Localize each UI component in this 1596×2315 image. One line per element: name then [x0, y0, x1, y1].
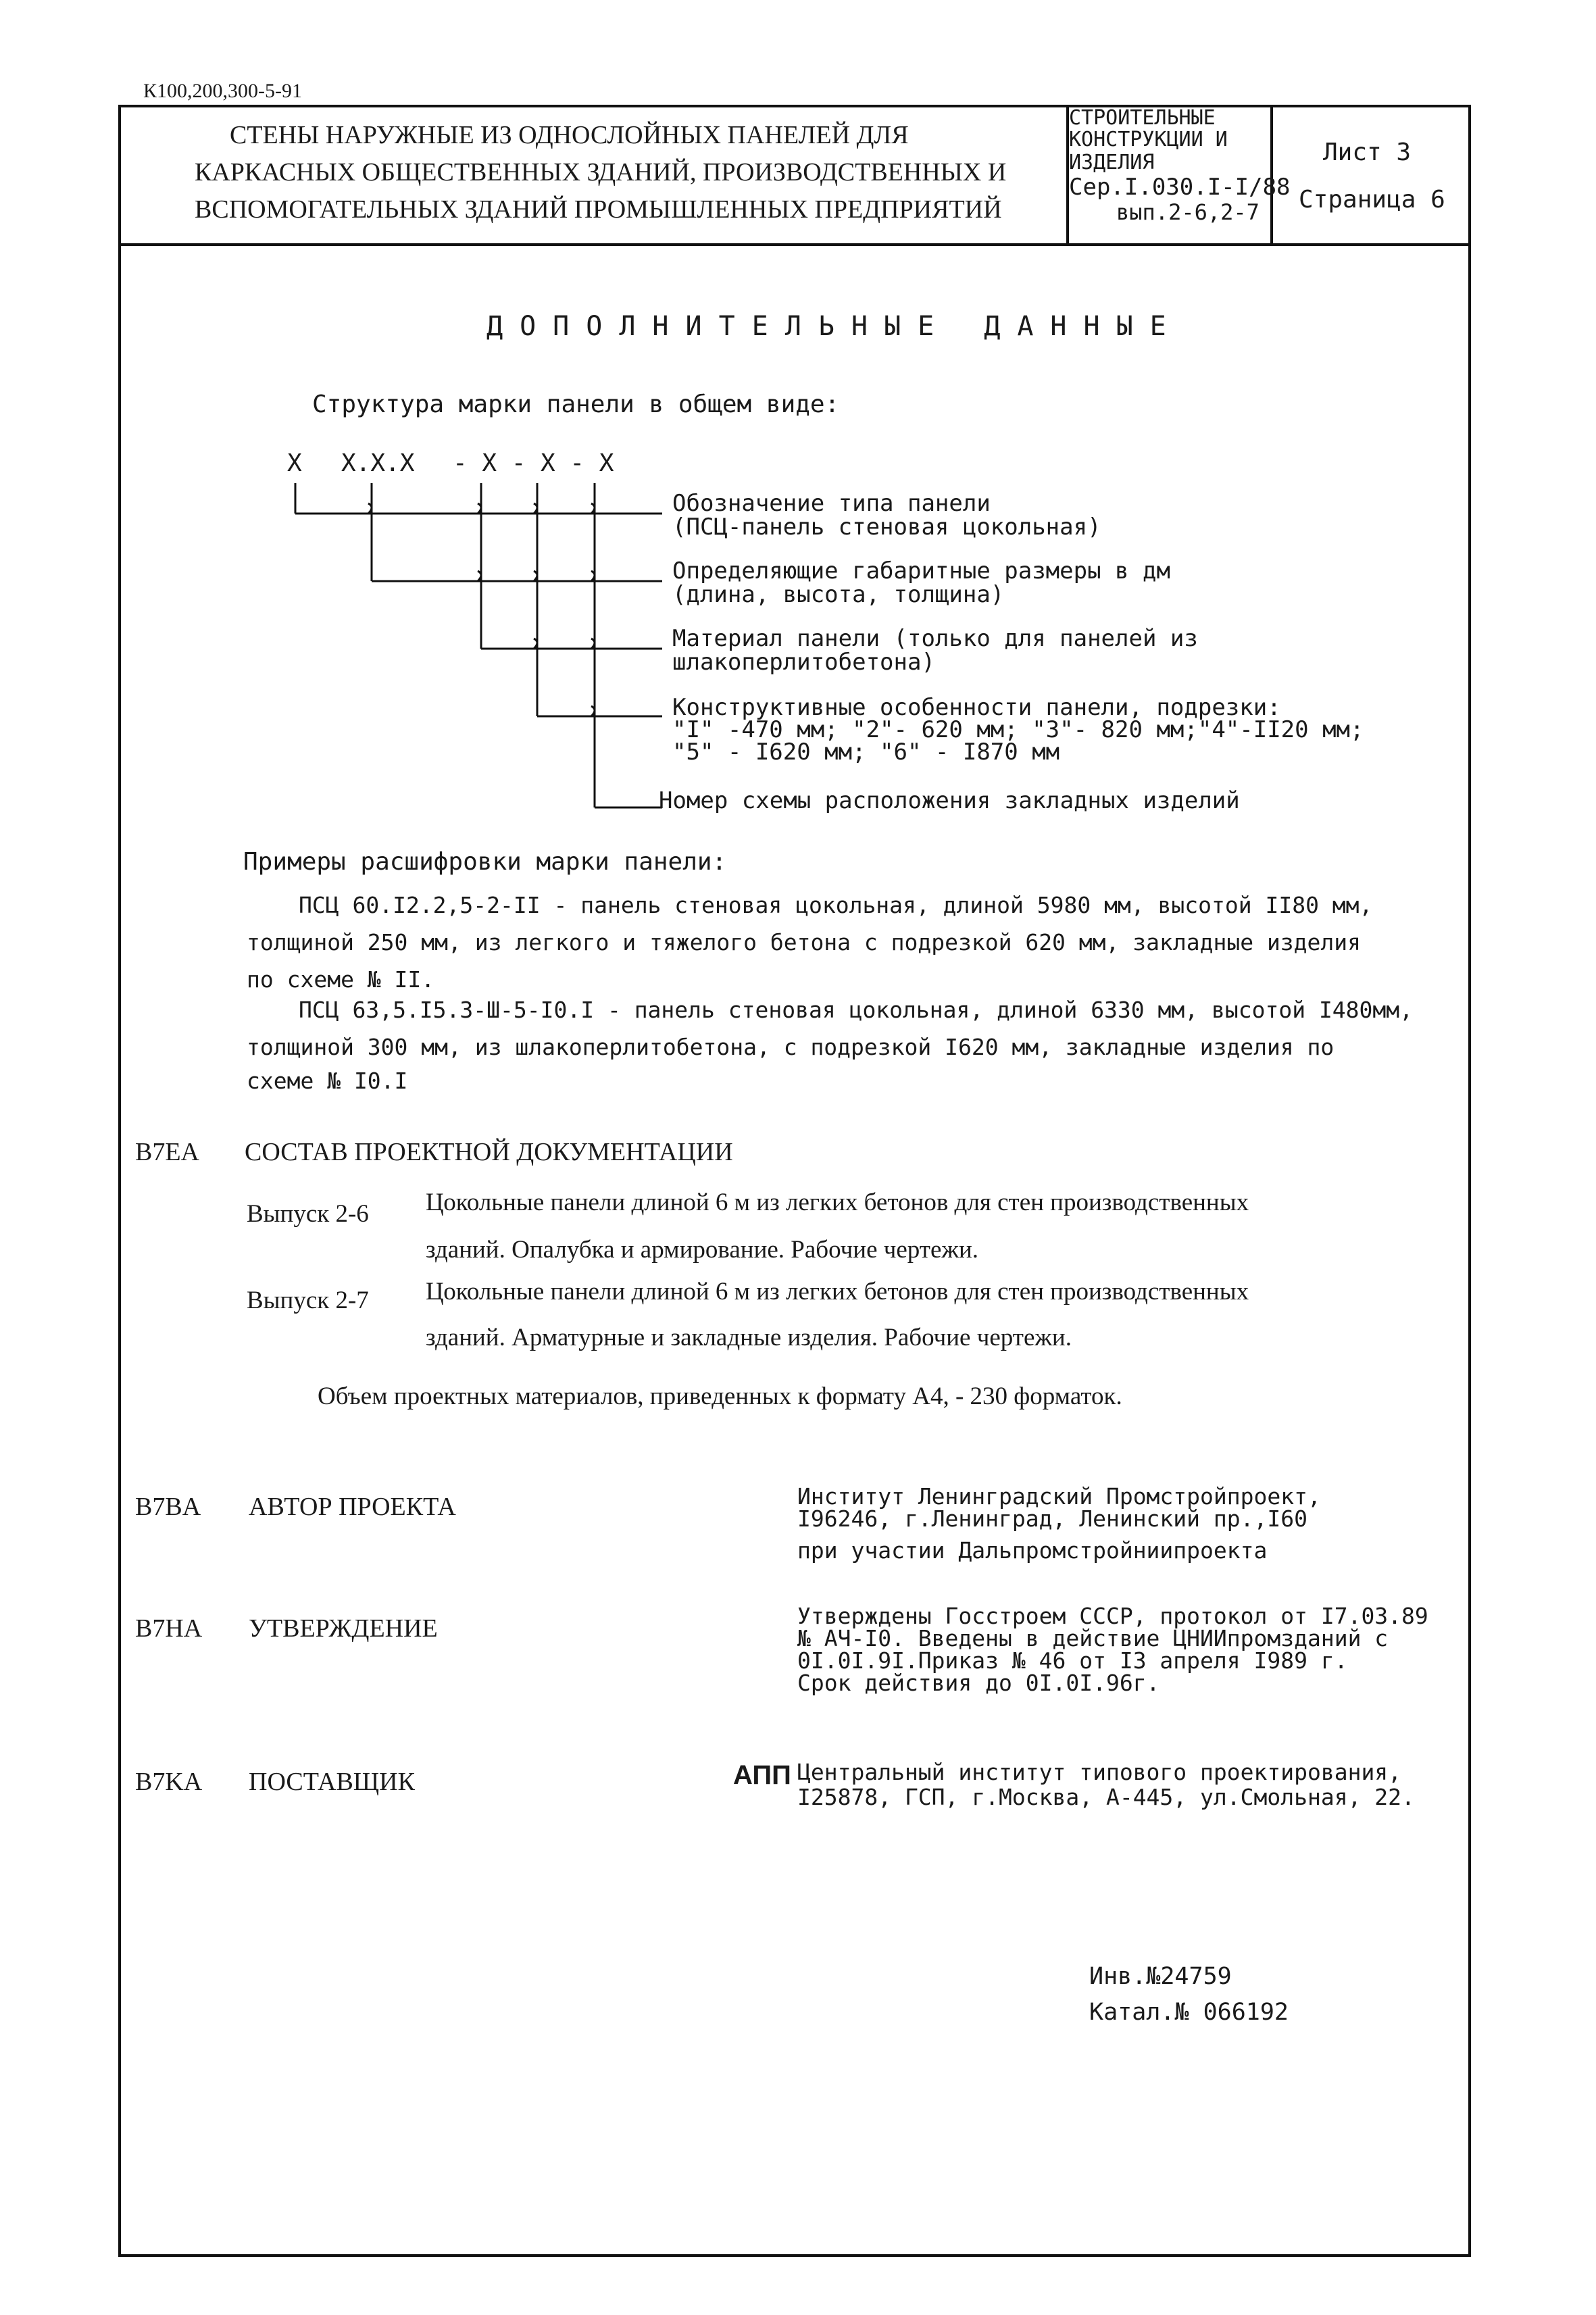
structure-item-line: Определяющие габаритные размеры в дм: [672, 557, 1170, 584]
composition-title: СОСТАВ ПРОЕКТНОЙ ДОКУМЕНТАЦИИ: [245, 1138, 733, 1166]
page-number: Страница 6: [1299, 186, 1445, 214]
pattern-part: X.X.X: [341, 449, 415, 477]
approval-code: B7HA: [135, 1614, 203, 1643]
author-line: I96246, г.Ленинград, Ленинский пр.,I60: [797, 1505, 1307, 1532]
issue-label: Выпуск 2-6: [247, 1200, 369, 1228]
structure-item-line: "5" - I620 мм; "6" - I870 мм: [672, 739, 1060, 766]
catalog-number: Катал.№ 066192: [1089, 1999, 1289, 2026]
example-line: ПСЦ 63,5.I5.3-Ш-5-I0.I - панель стеновая цокольная, длиной 6330 мм, высотой I480мм,: [299, 997, 1414, 1023]
pattern-part: X: [287, 449, 302, 477]
header-title-line: СТЕНЫ НАРУЖНЫЕ ИЗ ОДНОСЛОЙНЫХ ПАНЕЛЕЙ ДЛЯ: [230, 121, 909, 149]
author-line: при участии Дальпромстройниипроекта: [797, 1537, 1268, 1564]
approval-line: Срок действия до 0I.0I.96г.: [797, 1670, 1160, 1696]
structure-item-line: Обозначение типа панели: [672, 490, 991, 517]
sheet-number: Лист 3: [1323, 139, 1412, 166]
header-title-line: ВСПОМОГАТЕЛЬНЫХ ЗДАНИЙ ПРОМЫШЛЕННЫХ ПРЕДПРИЯТИЙ: [195, 195, 1002, 224]
author-code: B7BA: [135, 1493, 201, 1521]
example-line: толщиной 250 мм, из легкого и тяжелого бетона с подрезкой 620 мм, закладные изделия: [247, 929, 1362, 955]
series-line: вып.2-6,2-7: [1116, 199, 1260, 225]
supplier-line: Центральный институт типового проектирования,: [797, 1759, 1402, 1785]
composition-code: B7EA: [135, 1138, 199, 1166]
example-line: ПСЦ 60.I2.2,5-2-II - панель стеновая цокольная, длиной 5980 мм, высотой II80 мм,: [299, 892, 1373, 918]
structure-item-line: Конструктивные особенности панели, подрезки:: [672, 694, 1281, 721]
supplier-line: I25878, ГСП, г.Москва, А-445, ул.Смольная, 22.: [797, 1784, 1415, 1810]
issue-line: Цокольные панели длиной 6 м из легких бетонов для стен производственных: [426, 1278, 1249, 1305]
document-code: К100,200,300-5-91: [143, 80, 302, 102]
issue-line: зданий. Опалубка и армирование. Рабочие чертежи.: [426, 1236, 979, 1264]
issue-line: зданий. Арматурные и закладные изделия. Рабочие чертежи.: [426, 1324, 1072, 1351]
structure-item-line: Номер схемы расположения закладных изделий: [659, 787, 1240, 814]
structure-intro: Структура марки панели в общем виде:: [312, 391, 840, 418]
author-line: Институт Ленинградский Промстройпроект,: [797, 1483, 1321, 1510]
structure-item-line: шлакоперлитобетона): [672, 649, 935, 676]
supplier-mark: АПП: [733, 1760, 791, 1790]
section-title: ДОПОЛНИТЕЛЬНЫЕ ДАННЫЕ: [487, 311, 1183, 342]
example-line: толщиной 300 мм, из шлакоперлитобетона, с подрезкой I620 мм, закладные изделия по: [247, 1034, 1335, 1060]
structure-item-line: (ПСЦ-панель стеновая цокольная): [672, 514, 1101, 541]
author-title: АВТОР ПРОЕКТА: [249, 1493, 456, 1521]
structure-item-line: Материал панели (только для панелей из: [672, 625, 1198, 652]
series-line: КОНСТРУКЦИИ И: [1069, 128, 1228, 151]
issue-line: Цокольные панели длиной 6 м из легких бетонов для стен производственных: [426, 1189, 1249, 1216]
series-line: ИЗДЕЛИЯ: [1069, 151, 1155, 174]
inventory-number: Инв.№24759: [1089, 1963, 1232, 1990]
series-line: Сер.I.030.I-I/88: [1069, 174, 1291, 201]
approval-line: Утверждены Госстроем СССР, протокол от I7.03.89: [797, 1603, 1428, 1629]
approval-line: 0I.0I.9I.Приказ № 46 от I3 апреля I989 г.: [797, 1647, 1348, 1674]
pattern-part: - X - X - X: [453, 449, 614, 477]
supplier-code: B7KA: [135, 1768, 203, 1796]
series-line: СТРОИТЕЛЬНЫЕ: [1069, 106, 1216, 130]
volume-note: Объем проектных материалов, приведенных к формату А4, - 230 форматок.: [318, 1383, 1122, 1410]
issue-label: Выпуск 2-7: [247, 1287, 369, 1314]
header-title-line: КАРКАСНЫХ ОБЩЕСТВЕННЫХ ЗДАНИЙ, ПРОИЗВОДСТВЕННЫХ И: [195, 158, 1007, 186]
example-line: схеме № I0.I: [247, 1068, 408, 1094]
examples-intro: Примеры расшифровки марки панели:: [243, 848, 727, 876]
approval-title: УТВЕРЖДЕНИЕ: [249, 1614, 438, 1643]
structure-item-line: "I" -470 мм; "2"- 620 мм; "3"- 820 мм;"4"-II20 мм;: [672, 716, 1364, 743]
approval-line: № АЧ-I0. Введены в действие ЦНИИпромзданий с: [797, 1625, 1389, 1651]
supplier-title: ПОСТАВЩИК: [249, 1768, 415, 1796]
example-line: по схеме № II.: [247, 966, 435, 993]
structure-item-line: (длина, высота, толщина): [672, 581, 1005, 608]
